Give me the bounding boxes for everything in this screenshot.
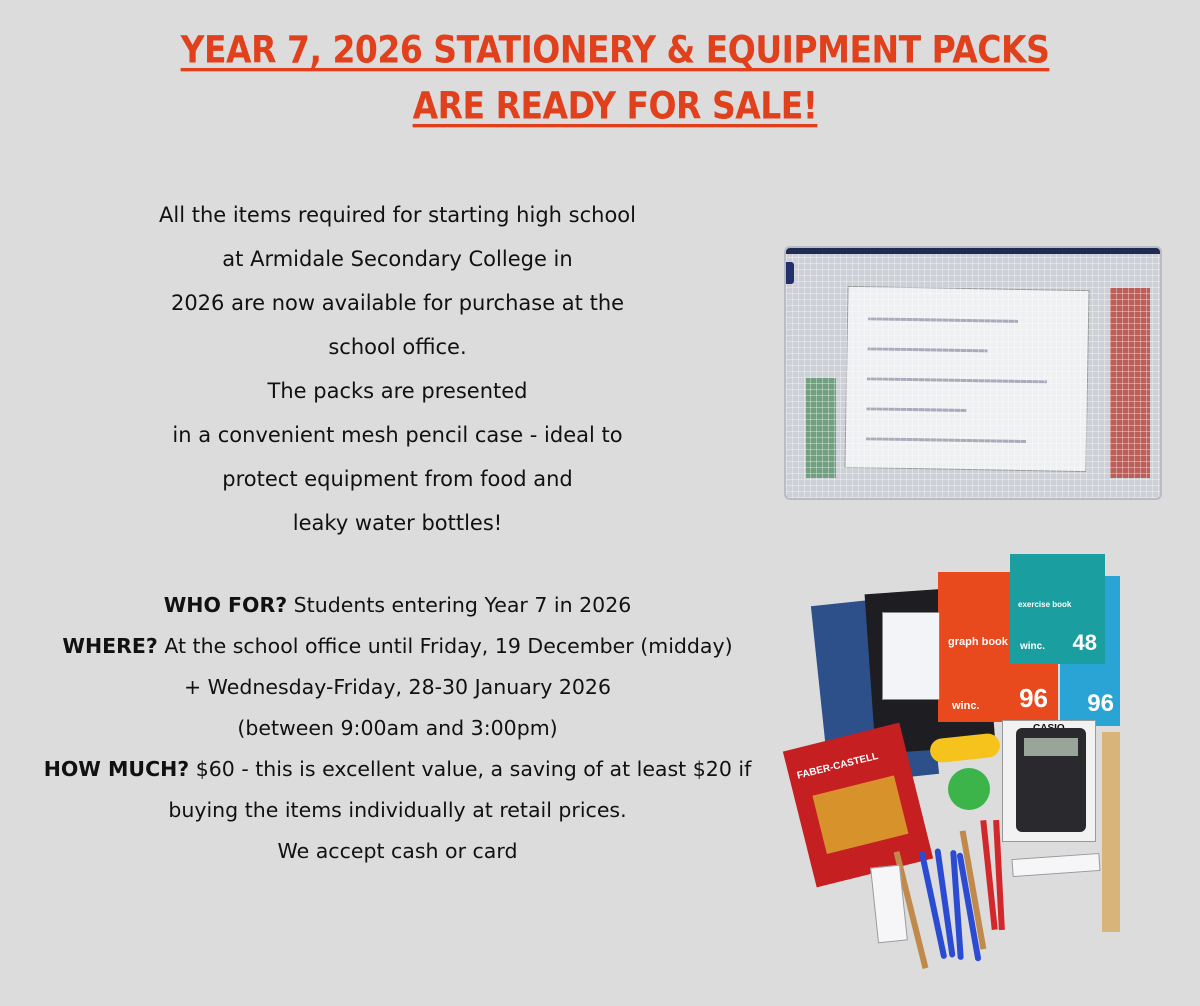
who-for-line bbox=[0, 585, 795, 626]
intro-line: 2026 are now available for purchase at the bbox=[170, 291, 625, 315]
exercise-book-label: exercise book bbox=[1018, 600, 1072, 609]
intro-text bbox=[0, 193, 795, 545]
details-text bbox=[0, 585, 795, 872]
heading-line-2: ARE READY FOR SALE! bbox=[412, 83, 818, 128]
intro-line: at Armidale Secondary College in bbox=[222, 247, 573, 271]
exercise-book bbox=[1010, 554, 1105, 664]
payment-line: We accept cash or card bbox=[277, 839, 518, 863]
how-much-line-2: buying the items individually at retail prices. bbox=[168, 798, 627, 822]
where-line-2: + Wednesday-Friday, 28-30 January 2026 bbox=[183, 675, 612, 699]
where-line-3: (between 9:00am and 3:00pm) bbox=[237, 716, 558, 740]
intro-line: All the items required for starting high school bbox=[159, 203, 636, 227]
intro-line: school office. bbox=[328, 335, 467, 359]
pencil-sharpener bbox=[948, 768, 990, 810]
faber-castell-logo: FABER-CASTELL bbox=[795, 750, 880, 782]
ruler bbox=[1102, 732, 1120, 932]
intro-line: The packs are presented bbox=[267, 379, 528, 403]
zipper-pull bbox=[784, 262, 794, 284]
mesh-pencil-case-photo bbox=[784, 246, 1162, 500]
zipper bbox=[786, 248, 1160, 254]
book-number: 48 bbox=[1072, 630, 1097, 655]
how-much-label: HOW MUCH? bbox=[43, 757, 190, 781]
protractor bbox=[882, 612, 940, 700]
winc-logo: winc. bbox=[952, 700, 980, 712]
intro-line: in a convenient mesh pencil case - ideal to bbox=[172, 423, 623, 447]
intro-line: protect equipment from food and bbox=[222, 467, 573, 491]
how-much-line bbox=[0, 749, 795, 790]
mesh-overlay bbox=[786, 254, 1160, 498]
graph-book-label: graph book bbox=[948, 636, 1008, 648]
where-value: At the school office until Friday, 19 December (midday) bbox=[157, 634, 733, 658]
intro-line: leaky water bottles! bbox=[292, 511, 503, 535]
scientific-calculator bbox=[1016, 728, 1086, 832]
winc-logo: winc. bbox=[1020, 641, 1046, 652]
highlighter-marker bbox=[1011, 853, 1100, 877]
equipment-pack-photo bbox=[790, 550, 1150, 980]
where-line bbox=[0, 626, 795, 667]
how-much-value: $60 - this is excellent value, a saving of at least $20 if bbox=[189, 757, 752, 781]
book-number: 96 bbox=[1019, 683, 1048, 713]
heading-line-1: YEAR 7, 2026 STATIONERY & EQUIPMENT PACKS bbox=[180, 27, 1050, 72]
where-label: WHERE? bbox=[62, 634, 158, 658]
who-for-label: WHO FOR? bbox=[163, 593, 288, 617]
book-number: 96 bbox=[1087, 690, 1114, 717]
who-for-value: Students entering Year 7 in 2026 bbox=[287, 593, 632, 617]
